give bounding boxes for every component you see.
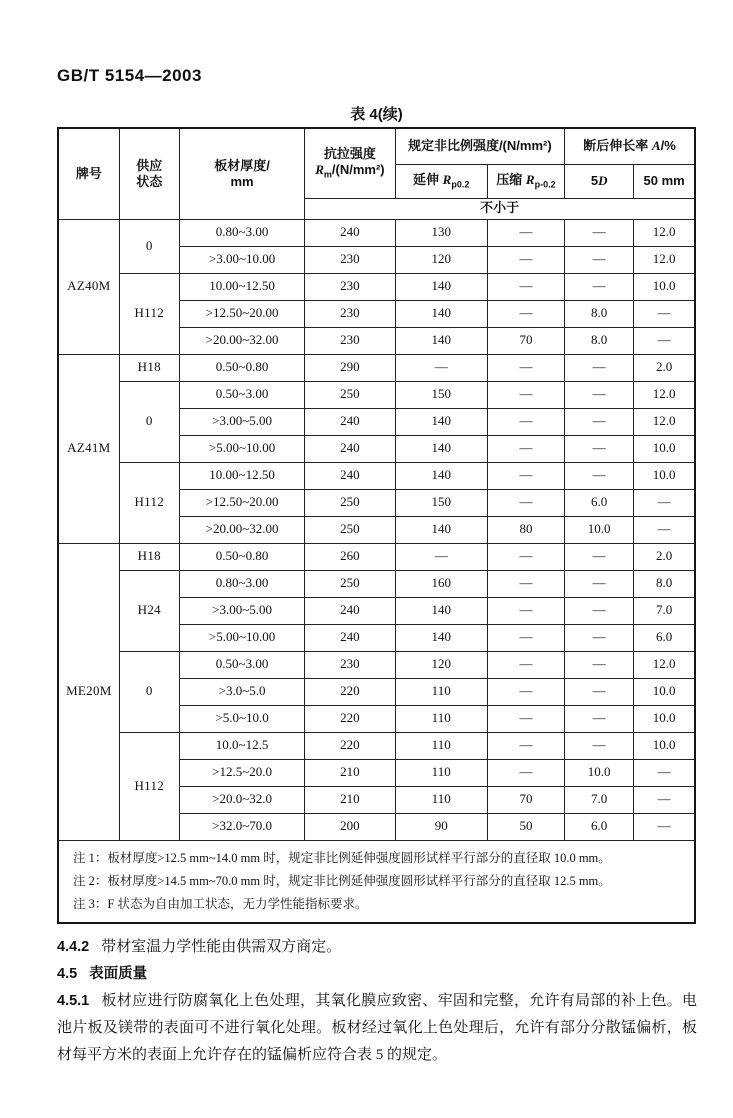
- value-cell: —: [565, 381, 634, 408]
- value-cell: 6.0: [634, 624, 695, 651]
- value-cell: —: [487, 219, 564, 246]
- state-cell: H112: [119, 462, 179, 543]
- value-cell: —: [487, 570, 564, 597]
- value-cell: 110: [395, 786, 487, 813]
- value-cell: 80: [487, 516, 564, 543]
- doc-number: GB/T 5154—2003: [57, 66, 202, 85]
- value-cell: 2.0: [634, 543, 695, 570]
- value-cell: —: [565, 570, 634, 597]
- thickness-cell: 0.50~3.00: [179, 381, 304, 408]
- value-cell: —: [565, 354, 634, 381]
- col-header-grade: 牌号: [58, 128, 119, 219]
- value-cell: 250: [305, 516, 395, 543]
- value-cell: 12.0: [634, 246, 695, 273]
- value-cell: 240: [305, 435, 395, 462]
- thickness-cell: >5.00~10.00: [179, 435, 304, 462]
- value-cell: 10.0: [634, 435, 695, 462]
- value-cell: —: [634, 300, 695, 327]
- value-cell: 140: [395, 327, 487, 354]
- thickness-cell: 10.00~12.50: [179, 462, 304, 489]
- thickness-cell: >20.0~32.0: [179, 786, 304, 813]
- value-cell: —: [565, 408, 634, 435]
- value-cell: —: [487, 543, 564, 570]
- value-cell: 70: [487, 786, 564, 813]
- value-cell: 120: [395, 651, 487, 678]
- value-cell: —: [565, 651, 634, 678]
- table-row: [58, 381, 695, 408]
- value-cell: 140: [395, 462, 487, 489]
- value-cell: —: [487, 678, 564, 705]
- value-cell: 150: [395, 381, 487, 408]
- value-cell: —: [565, 246, 634, 273]
- value-cell: 8.0: [634, 570, 695, 597]
- value-cell: —: [395, 354, 487, 381]
- note-2: 注 2：板材厚度>14.5 mm~70.0 mm 时，规定非比例延伸强度圆形试样平行部分的直径取 12.5 mm。: [73, 873, 611, 888]
- value-cell: —: [487, 408, 564, 435]
- value-cell: 10.0: [565, 759, 634, 786]
- value-cell: —: [634, 759, 695, 786]
- table-row: [58, 543, 695, 570]
- value-cell: 230: [305, 651, 395, 678]
- value-cell: 110: [395, 732, 487, 759]
- value-cell: 260: [305, 543, 395, 570]
- value-cell: 220: [305, 705, 395, 732]
- value-cell: 12.0: [634, 408, 695, 435]
- value-cell: 10.0: [565, 516, 634, 543]
- section-text: 带材室温力学性能由供需双方商定。: [101, 939, 342, 955]
- value-cell: 140: [395, 516, 487, 543]
- state-cell: H112: [119, 732, 179, 840]
- value-cell: —: [487, 732, 564, 759]
- value-cell: 10.0: [634, 273, 695, 300]
- section-text: 板材应进行防腐氧化上色处理，其氧化膜应致密、牢固和完整，允许有局部的补上色。电池片板及镁带的表面可不进行氧化处理。板材经过氧化上色处理后，允许有部分分散锰偏析，板材每平方米的表面上允许存在的锰偏析应符合表 5 的规定。: [57, 993, 697, 1063]
- value-cell: —: [487, 246, 564, 273]
- thickness-cell: 0.50~0.80: [179, 354, 304, 381]
- section-number: 4.5: [57, 966, 78, 982]
- value-cell: 150: [395, 489, 487, 516]
- value-cell: 120: [395, 246, 487, 273]
- thickness-cell: 0.80~3.00: [179, 570, 304, 597]
- value-cell: 230: [305, 273, 395, 300]
- section-title: 表面质量: [89, 966, 148, 982]
- value-cell: 220: [305, 678, 395, 705]
- value-cell: —: [565, 462, 634, 489]
- table-row: [58, 732, 695, 759]
- not-less-than-band: 不小于: [305, 198, 695, 219]
- table-notes: [58, 840, 695, 923]
- value-cell: —: [565, 624, 634, 651]
- value-cell: —: [487, 273, 564, 300]
- thickness-cell: >12.50~20.00: [179, 489, 304, 516]
- value-cell: 210: [305, 759, 395, 786]
- thickness-cell: >20.00~32.00: [179, 327, 304, 354]
- state-cell: H18: [119, 543, 179, 570]
- section-number: 4.5.1: [57, 993, 90, 1009]
- col-header-proof-compression: 压缩 $R_{p-0.2}$: [487, 164, 564, 198]
- table-row: [58, 651, 695, 678]
- value-cell: 140: [395, 435, 487, 462]
- col-header-tensile-strength: 抗拉强度 $R_m/(N/mm^2)$: [305, 128, 395, 198]
- value-cell: —: [634, 786, 695, 813]
- grade-cell: ME20M: [58, 543, 119, 840]
- value-cell: —: [565, 732, 634, 759]
- value-cell: 240: [305, 462, 395, 489]
- grade-cell: AZ40M: [58, 219, 119, 354]
- value-cell: —: [487, 435, 564, 462]
- thickness-cell: >5.0~10.0: [179, 705, 304, 732]
- col-header-elongation: 断后伸长率 A/%: [565, 128, 695, 164]
- value-cell: 240: [305, 219, 395, 246]
- value-cell: —: [487, 300, 564, 327]
- value-cell: 12.0: [634, 381, 695, 408]
- state-cell: 0: [119, 219, 179, 273]
- state-cell: H18: [119, 354, 179, 381]
- thickness-cell: >12.5~20.0: [179, 759, 304, 786]
- section-number: 4.4.2: [57, 939, 90, 955]
- table-caption: 表 4(续): [350, 106, 403, 123]
- value-cell: 290: [305, 354, 395, 381]
- value-cell: 10.0: [634, 732, 695, 759]
- value-cell: —: [565, 435, 634, 462]
- value-cell: 250: [305, 489, 395, 516]
- value-cell: 230: [305, 327, 395, 354]
- value-cell: 2.0: [634, 354, 695, 381]
- value-cell: 240: [305, 408, 395, 435]
- thickness-cell: 0.80~3.00: [179, 219, 304, 246]
- thickness-cell: >32.0~70.0: [179, 813, 304, 840]
- table-row: [58, 462, 695, 489]
- grade-cell: AZ41M: [58, 354, 119, 543]
- value-cell: 140: [395, 273, 487, 300]
- thickness-cell: 0.50~0.80: [179, 543, 304, 570]
- value-cell: —: [565, 543, 634, 570]
- note-3: 注 3：F 状态为自由加工状态，无力学性能指标要求。: [73, 896, 368, 911]
- value-cell: 240: [305, 597, 395, 624]
- value-cell: 70: [487, 327, 564, 354]
- tensile-formula: $R_m/(N/mm^2)$: [315, 161, 385, 180]
- value-cell: 140: [395, 597, 487, 624]
- col-header-5d: 5D: [565, 164, 634, 198]
- value-cell: 250: [305, 570, 395, 597]
- value-cell: —: [565, 678, 634, 705]
- section-4-5-1: [57, 988, 697, 1069]
- value-cell: —: [565, 705, 634, 732]
- table-row: [58, 354, 695, 381]
- value-cell: —: [565, 219, 634, 246]
- value-cell: 50: [487, 813, 564, 840]
- value-cell: —: [565, 597, 634, 624]
- value-cell: 240: [305, 624, 395, 651]
- section-4-4-2: [57, 934, 697, 961]
- col-header-proof-extension: 延伸 $R_{p0.2}$: [395, 164, 487, 198]
- mechanical-properties-table: [57, 127, 696, 924]
- value-cell: —: [634, 489, 695, 516]
- thickness-cell: 0.50~3.00: [179, 651, 304, 678]
- value-cell: 160: [395, 570, 487, 597]
- value-cell: 220: [305, 732, 395, 759]
- state-cell: 0: [119, 381, 179, 462]
- value-cell: —: [487, 354, 564, 381]
- value-cell: 6.0: [565, 489, 634, 516]
- thickness-cell: >12.50~20.00: [179, 300, 304, 327]
- value-cell: 110: [395, 705, 487, 732]
- value-cell: 10.0: [634, 678, 695, 705]
- state-cell: H112: [119, 273, 179, 354]
- col-header-proof-strength: 规定非比例强度/(N/mm²): [395, 128, 565, 164]
- value-cell: —: [487, 462, 564, 489]
- table-row: [58, 219, 695, 246]
- value-cell: 8.0: [565, 327, 634, 354]
- value-cell: 230: [305, 300, 395, 327]
- note-1: 注 1：板材厚度>12.5 mm~14.0 mm 时，规定非比例延伸强度圆形试样平行部分的直径取 10.0 mm。: [73, 850, 611, 865]
- value-cell: 130: [395, 219, 487, 246]
- value-cell: —: [487, 651, 564, 678]
- thickness-cell: >3.0~5.0: [179, 678, 304, 705]
- value-cell: 8.0: [565, 300, 634, 327]
- thickness-cell: >20.00~32.00: [179, 516, 304, 543]
- thickness-cell: >5.00~10.00: [179, 624, 304, 651]
- value-cell: 6.0: [565, 813, 634, 840]
- table-row: [58, 273, 695, 300]
- value-cell: 230: [305, 246, 395, 273]
- state-cell: H24: [119, 570, 179, 651]
- value-cell: 110: [395, 678, 487, 705]
- value-cell: 7.0: [634, 597, 695, 624]
- value-cell: —: [487, 759, 564, 786]
- value-cell: 7.0: [565, 786, 634, 813]
- value-cell: —: [487, 489, 564, 516]
- value-cell: 90: [395, 813, 487, 840]
- thickness-cell: >3.00~10.00: [179, 246, 304, 273]
- table-row: [58, 570, 695, 597]
- state-cell: 0: [119, 651, 179, 732]
- value-cell: —: [565, 273, 634, 300]
- value-cell: —: [634, 516, 695, 543]
- value-cell: 200: [305, 813, 395, 840]
- thickness-cell: 10.00~12.50: [179, 273, 304, 300]
- value-cell: 110: [395, 759, 487, 786]
- col-header-thickness: 板材厚度/ mm: [179, 128, 304, 219]
- value-cell: 10.0: [634, 462, 695, 489]
- value-cell: —: [487, 381, 564, 408]
- col-header-supply-state: 供应 状态: [119, 128, 179, 219]
- value-cell: 10.0: [634, 705, 695, 732]
- thickness-cell: >3.00~5.00: [179, 597, 304, 624]
- value-cell: —: [395, 543, 487, 570]
- thickness-cell: 10.0~12.5: [179, 732, 304, 759]
- value-cell: 250: [305, 381, 395, 408]
- thickness-cell: >3.00~5.00: [179, 408, 304, 435]
- value-cell: —: [487, 705, 564, 732]
- value-cell: 140: [395, 300, 487, 327]
- value-cell: 12.0: [634, 651, 695, 678]
- value-cell: —: [634, 813, 695, 840]
- value-cell: —: [487, 597, 564, 624]
- col-header-50mm: 50 mm: [634, 164, 695, 198]
- value-cell: 140: [395, 624, 487, 651]
- section-4-5: [57, 961, 697, 988]
- value-cell: 210: [305, 786, 395, 813]
- value-cell: 12.0: [634, 219, 695, 246]
- value-cell: —: [634, 327, 695, 354]
- value-cell: 140: [395, 408, 487, 435]
- value-cell: —: [487, 624, 564, 651]
